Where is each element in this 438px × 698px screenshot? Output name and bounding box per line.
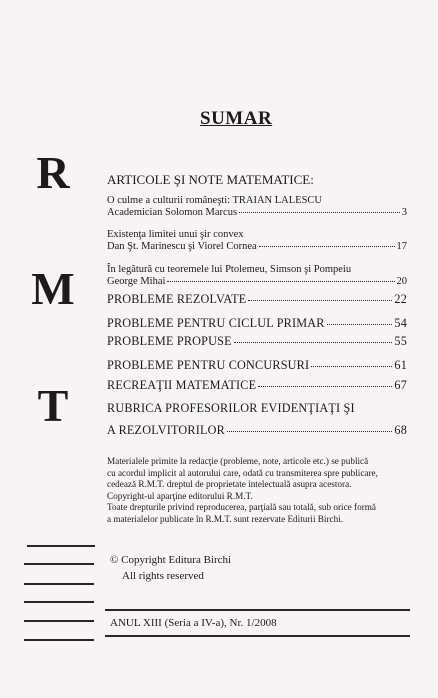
page-number: 61 — [394, 358, 407, 372]
page-number: 20 — [396, 276, 407, 287]
article-author: Dan Şt. Marinescu şi Viorel Cornea — [107, 241, 257, 252]
rights-line: All rights reserved — [122, 570, 204, 582]
section-entry[interactable] — [107, 423, 407, 438]
copyright-line: © Copyright Editura Birchi — [110, 554, 232, 566]
leader-dots — [258, 386, 392, 387]
page-number: 55 — [394, 334, 407, 348]
page-number: 68 — [394, 423, 407, 437]
copyright-block — [110, 552, 231, 584]
section-heading: ARTICOLE ŞI NOTE MATEMATICE: — [107, 172, 314, 187]
page-number: 54 — [394, 316, 407, 330]
side-letter-t: T — [37, 380, 69, 431]
section-label: PROBLEME PROPUSE — [107, 334, 232, 348]
section-label: A REZOLVITORILOR — [107, 423, 225, 437]
article-author: Academician Solomon Marcus — [107, 207, 238, 218]
leader-dots — [327, 324, 393, 325]
divider — [24, 620, 94, 622]
issue-info: ANUL XIII (Seria a IV-a), Nr. 1/2008 — [110, 617, 277, 629]
divider — [24, 639, 94, 641]
page-number: 67 — [394, 378, 407, 392]
article-title: În legătură cu teoremele lui Ptolemeu, Simson şi Pompeiu — [107, 264, 352, 275]
notice-line: Toate drepturile privind reproducerea, parţială sau totală, sub orice formă — [107, 502, 376, 513]
section-entry[interactable] — [107, 334, 407, 349]
article-title: O culme a culturii româneşti: TRAIAN LALESCU — [107, 195, 323, 206]
leader-dots — [311, 366, 392, 367]
side-letter-m: M — [31, 263, 75, 314]
section-label: RECREAŢII MATEMATICE — [107, 378, 257, 392]
section-entry[interactable] — [107, 378, 407, 393]
article-author: George Mihai — [107, 276, 166, 287]
section-label: PROBLEME PENTRU CONCURSURI — [107, 358, 310, 372]
leader-dots — [234, 342, 393, 343]
notice-line: a materialelor publicate în R.M.T. sunt rezervate Editurii Birchi. — [107, 513, 344, 524]
leader-dots — [248, 300, 392, 301]
divider — [105, 635, 410, 637]
leader-dots — [167, 281, 394, 282]
page-number: 3 — [401, 207, 407, 218]
leader-dots — [227, 431, 392, 432]
page-number: 17 — [396, 241, 407, 252]
section-label: PROBLEME REZOLVATE — [107, 292, 247, 306]
notice-line: Copyright-ul aparţine editorului R.M.T. — [107, 490, 253, 501]
section-entry[interactable] — [107, 316, 407, 331]
divider — [27, 545, 95, 547]
notice-line: Materialele primite la redacţie (probleme, note, articole etc.) se publică — [107, 456, 369, 466]
divider — [24, 583, 94, 585]
page-title: SUMAR — [200, 108, 273, 129]
article-entry[interactable] — [107, 241, 407, 252]
notice-line: cedează R.M.T. dreptul de proprietate intelectuală asupra acestora. — [107, 479, 352, 490]
section-entry[interactable] — [107, 358, 407, 373]
section-entry[interactable] — [107, 292, 407, 307]
page-number: 22 — [394, 292, 407, 306]
divider — [105, 609, 410, 611]
divider — [24, 563, 94, 565]
notice-line: cu acordul implicit al autorului care, odată cu transmiterea spre publicare, — [107, 467, 378, 478]
rubric-title: RUBRICA PROFESORILOR EVIDENŢIAŢI ŞI — [107, 401, 355, 415]
article-entry[interactable] — [107, 276, 407, 287]
article-title: Existenţa limitei unui şir convex — [107, 229, 244, 240]
section-label: PROBLEME PENTRU CICLUL PRIMAR — [107, 316, 325, 330]
side-letter-r: R — [36, 147, 70, 198]
leader-dots — [259, 246, 395, 247]
editorial-notice — [107, 456, 419, 526]
article-entry[interactable] — [107, 207, 407, 218]
divider — [24, 601, 94, 603]
leader-dots — [239, 212, 400, 213]
